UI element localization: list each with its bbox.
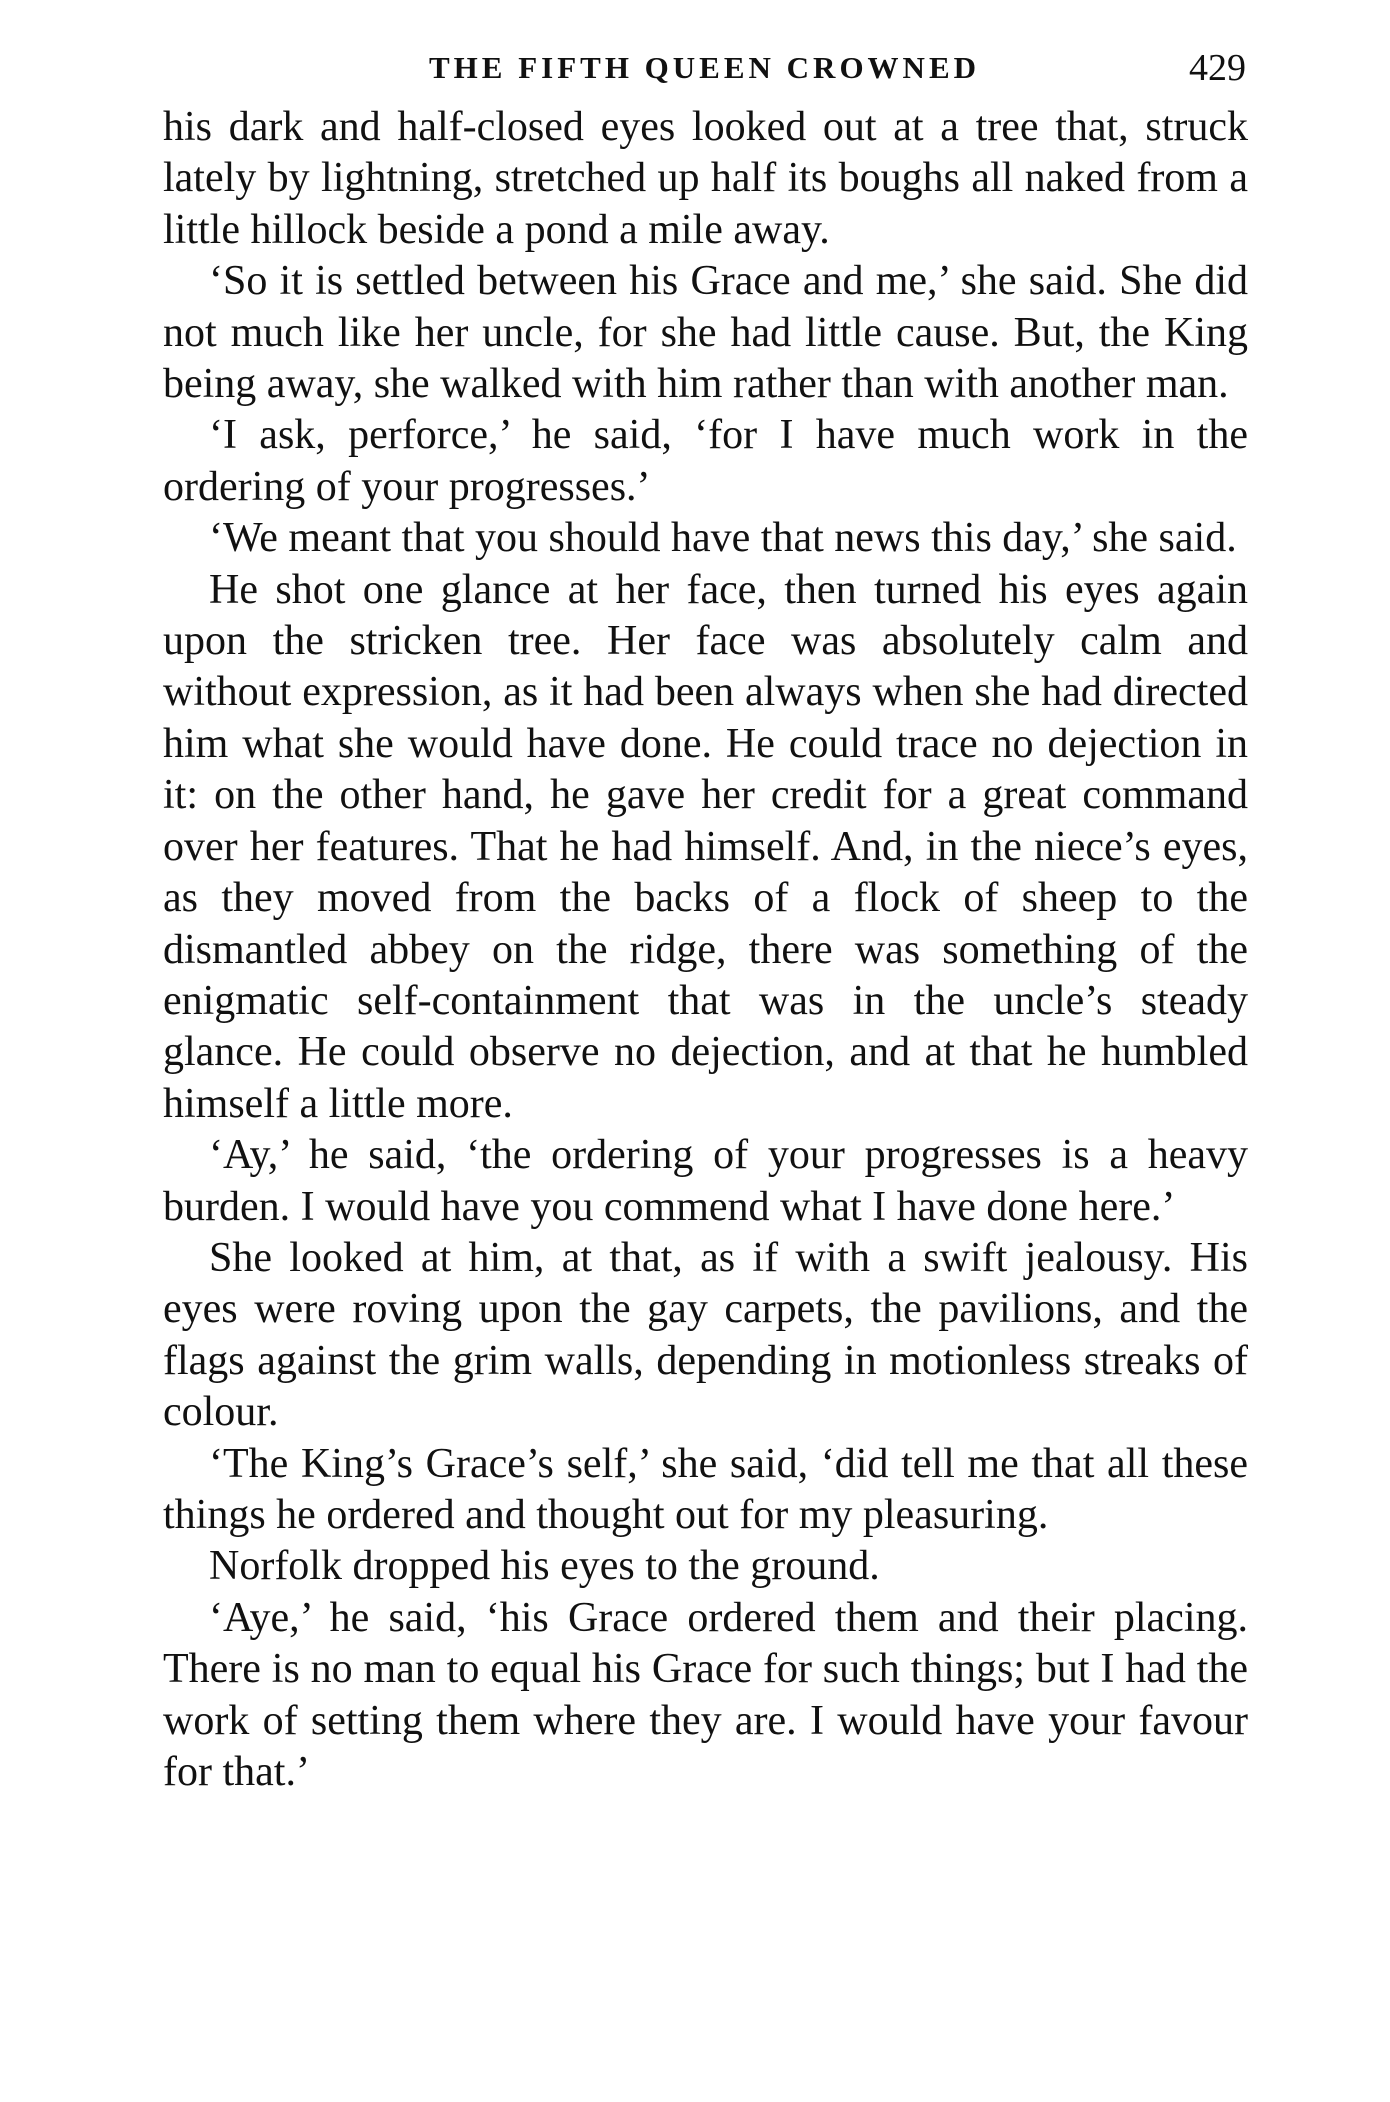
paragraph: He shot one glance at her face, then turned his eyes again upon the stricken tree. Her face was absolutely calm and without expression, as it had been always when she had directed him what she would have done. He could trace no dejection in it: on the other hand, he gave her credit for a great command over her features. That he had himself. And, in the niece’s eyes, as they moved from the backs of a flock of sheep to the dismantled abbey on the ridge, there was something of the enigmatic self-containment that was in the uncle’s steady glance. He could observe no dejection, and at that he humbled himself a little more. (163, 566, 1248, 1127)
page-number: 429 (1189, 47, 1246, 89)
paragraph: ‘Aye,’ he said, ‘his Grace ordered them and their placing. There is no man to equal his Grace for such things; but I had the work of setting them where they are. I would have your favour for that.’ (163, 1594, 1248, 1795)
text-block (163, 102, 1248, 1798)
paragraph: Norfolk dropped his eyes to the ground. (209, 1543, 880, 1590)
running-title: THE FIFTH QUEEN CROWNED (428, 50, 981, 85)
paragraph: ‘Ay,’ he said, ‘the ordering of your progresses is a heavy burden. I would have you commend what I have done here.’ (163, 1132, 1248, 1230)
paragraph: She looked at him, at that, as if with a swift jealousy. His eyes were roving upon the gay carpets, the pavilions, and the flags against the grim walls, depending in motionless streaks of colour. (163, 1234, 1248, 1436)
paragraph: ‘So it is settled between his Grace and me,’ she said. She did not much like her uncle, for she had little cause. But, the King being away, she walked with him rather than with another man. (163, 258, 1248, 408)
paragraph: ‘The King’s Grace’s self,’ she said, ‘did tell me that all these things he ordered and thought out for my pleasuring. (163, 1440, 1248, 1538)
paragraph: his dark and half-closed eyes looked out at a tree that, struck lately by lightning, stretched up half its boughs all naked from a little hillock beside a pond a mile away. (163, 104, 1248, 253)
running-head (163, 38, 1246, 98)
paragraph: ‘We meant that you should have that news this day,’ she said. (209, 515, 1237, 562)
paragraph: ‘I ask, perforce,’ he said, ‘for I have much work in the ordering of your progresses.’ (163, 412, 1248, 510)
